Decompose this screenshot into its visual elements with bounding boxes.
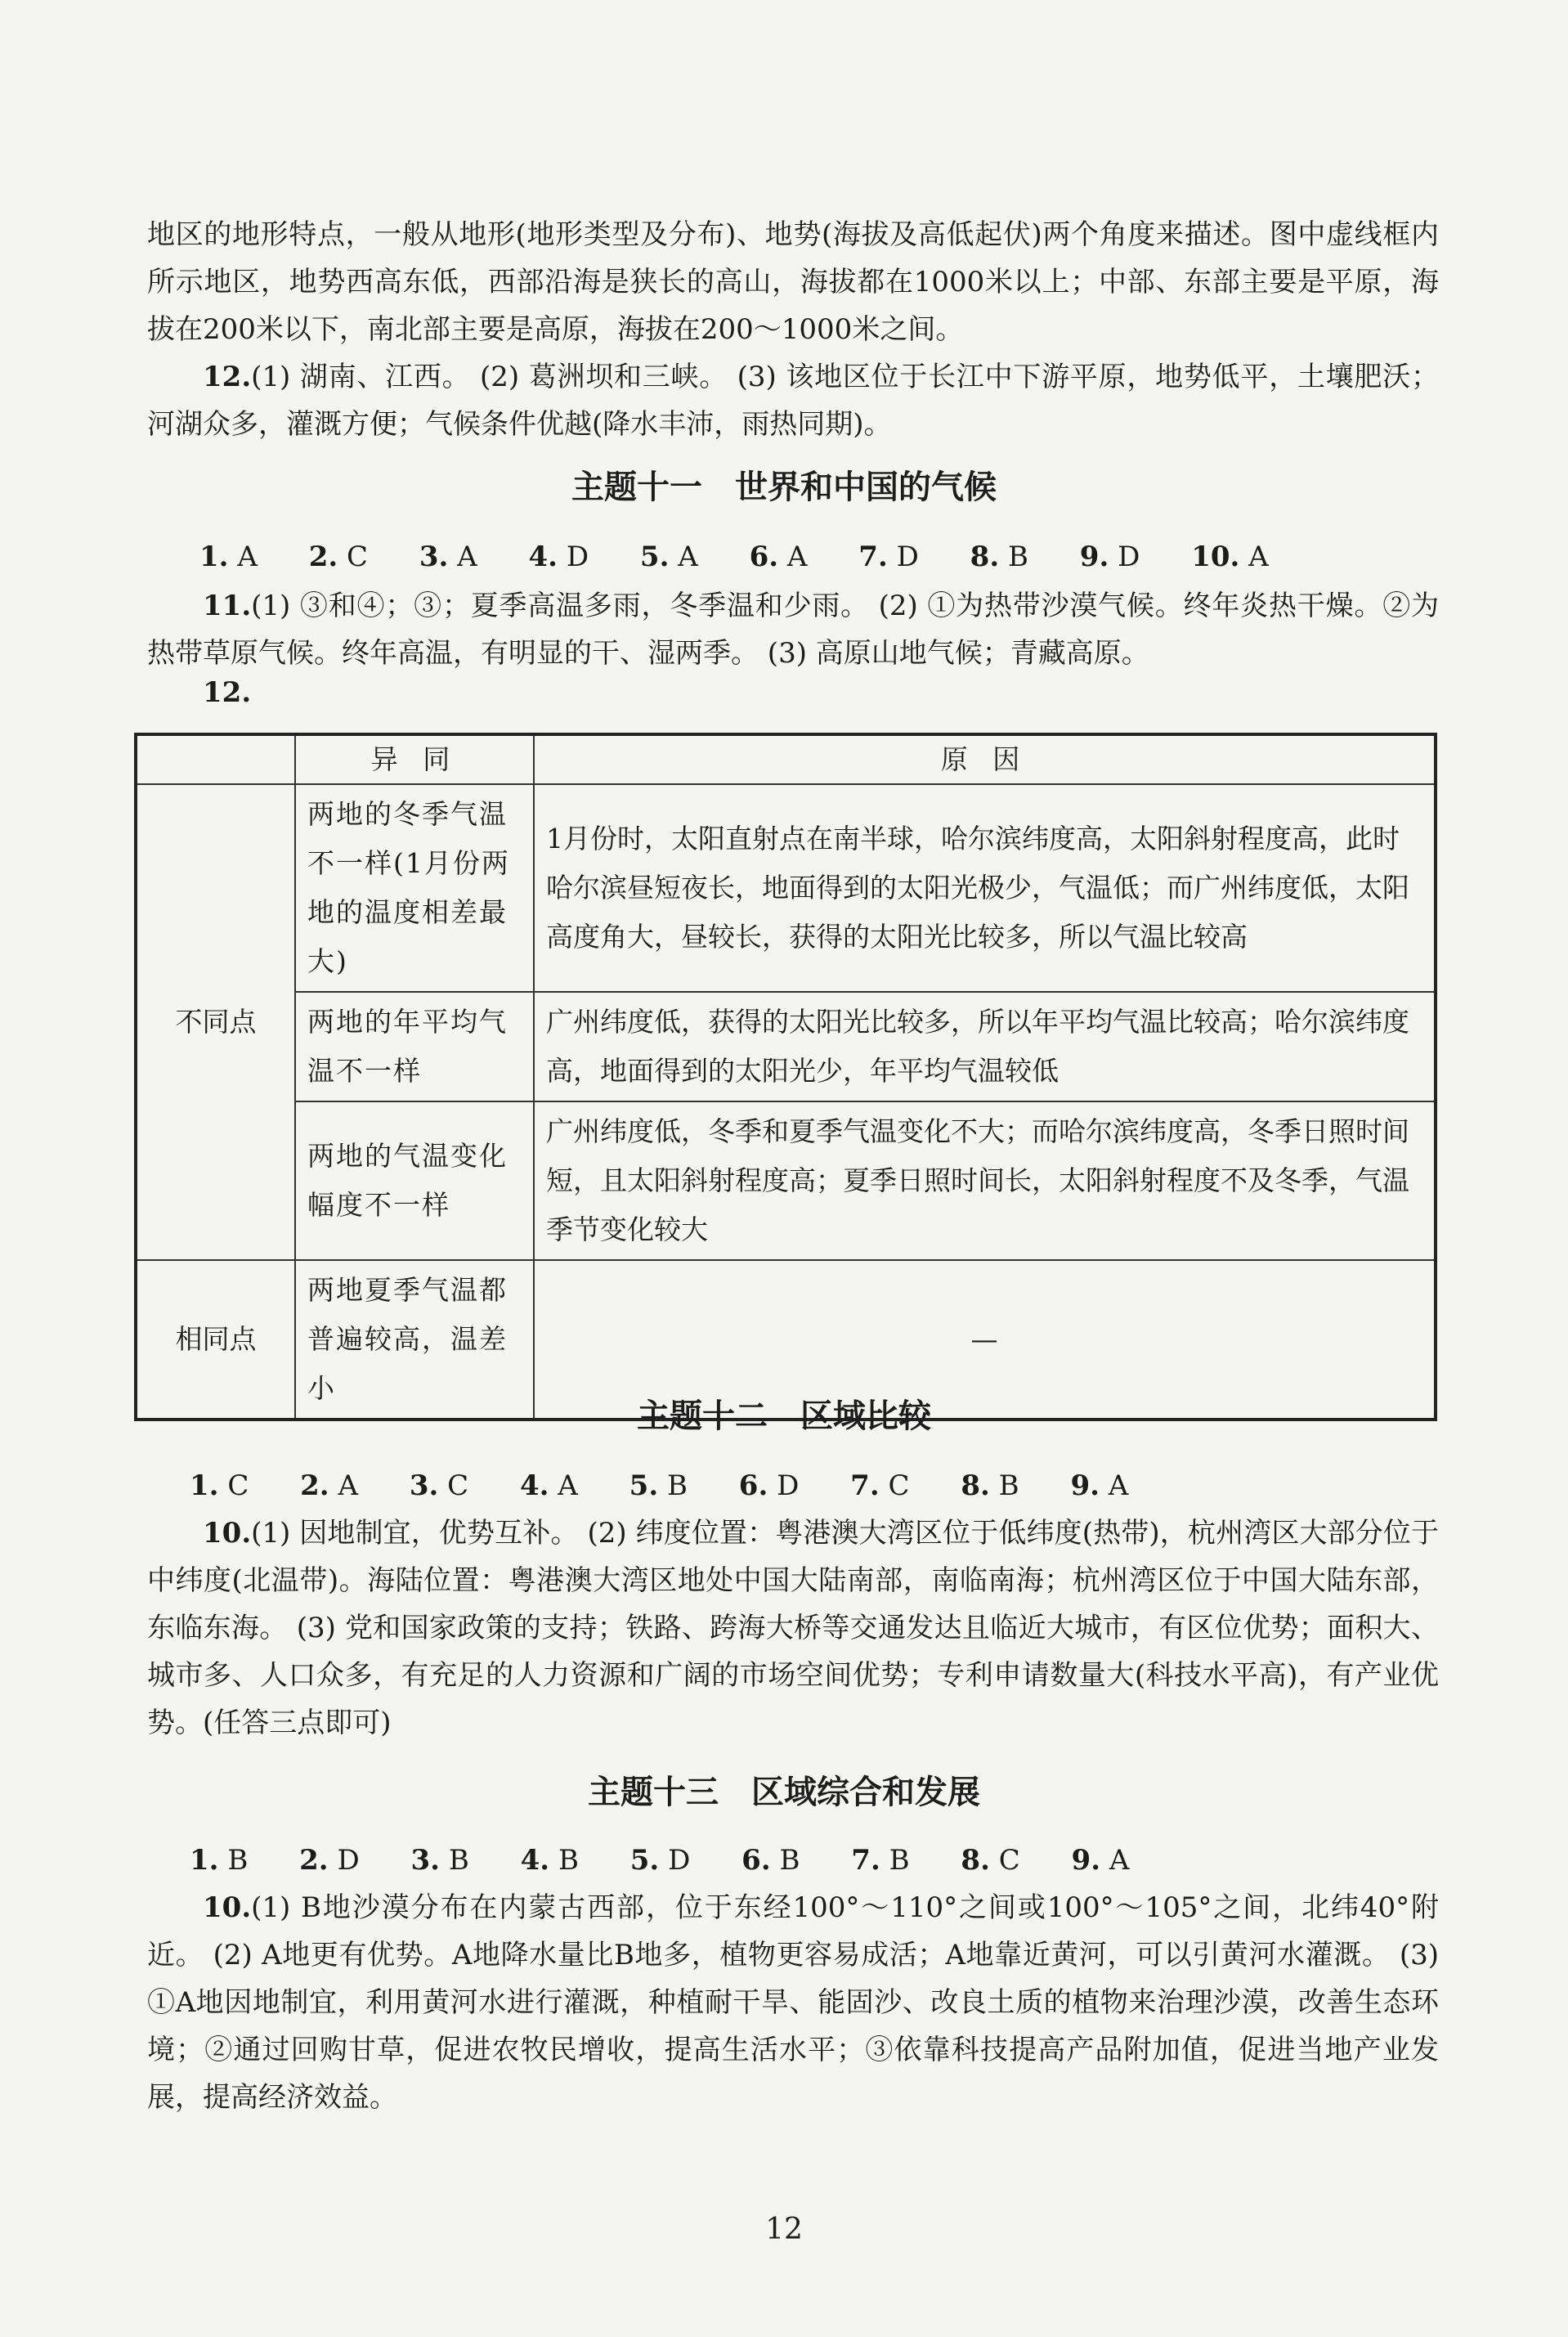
answer-item: 8. B [961,1469,1019,1502]
answer-item: 6. B [741,1844,800,1877]
answer-item: 5. A [639,541,698,573]
answer-item: 2. A [300,1469,359,1502]
answer-item: 6. A [749,541,808,573]
answer-item: 5. D [629,1844,691,1877]
row-reason: 1月份时，太阳直射点在南半球，哈尔滨纬度高，太阳斜射程度高，此时哈尔滨昼短夜长，地面得到的太阳光极少，气温低；而广州纬度低，太阳高度角大，昼较长，获得的太阳光比较多，所以气温比较高 [534,784,1436,992]
question-text: (1) 因地制宜，优势互补。 (2) 纬度位置：粤港澳大湾区位于低纬度(热带)，杭州湾区大部分位于中纬度(北温带)。海陆位置：粤港澳大湾区地处中国大陆南部，南临南海；杭州湾区位于中国大陆东部，东临东海。 (3) 党和国家政策的支持；铁路、跨海大桥等交通发达且临近大城市，有区位优势；面积大、城市多、人口众多，有充足的人力资源和广阔的市场空间优势；专利申请数量大(科技水平高)，有产业优势。(任答三点即可) [147,1517,1439,1739]
section-12-answers [190,1462,1171,1509]
answer-item: 7. B [851,1844,910,1877]
page-number: 12 [765,2213,803,2246]
answer-item: 9. D [1079,541,1140,573]
table-header-empty [136,734,295,784]
group-differences: 不同点 [136,784,295,1260]
table-row [136,1101,1436,1260]
row-item: 两地的年平均气温不一样 [295,992,534,1101]
comparison-table [134,733,1437,1421]
section-13-question-10 [147,1884,1439,2121]
answer-item: 6. D [738,1469,800,1502]
answer-item: 4. B [520,1844,579,1877]
table-header-row [136,734,1436,784]
answer-item: 3. A [419,541,477,573]
section-11-answers [199,533,1311,581]
answer-item: 7. D [858,541,919,573]
answer-item: 1. B [190,1844,249,1877]
section-11-question-11 [147,582,1439,677]
group-similarities: 相同点 [136,1260,295,1420]
question-number: 10. [203,1891,252,1924]
top-paragraph: 地区的地形特点，一般从地形(地形类型及分布)、地势(海拔及高低起伏)两个角度来描述。图中虚线框内所示地区，地势西高东低，西部沿海是狭长的高山，海拔都在1000米以上；中部、东部主要是平原，海拔在200米以下，南北部主要是高原，海拔在200～1000米之间。 [147,218,1439,346]
section-11-question-12 [147,669,1439,716]
question-text: (1) ③和④；③；夏季高温多雨，冬季温和少雨。 (2) ①为热带沙漠气候。终年炎热干燥。②为热带草原气候。终年高温，有明显的干、湿两季。 (3) 高原山地气候；青藏高原。 [147,590,1439,670]
answer-item: 8. C [961,1844,1020,1877]
prev-question-12-text: (1) 湖南、江西。 (2) 葛洲坝和三峡。 (3) 该地区位于长江中下游平原，地势低平，土壤肥沃；河湖众多，灌溉方便；气候条件优越(降水丰沛，雨热同期)。 [147,361,1439,441]
row-item: 两地的气温变化幅度不一样 [295,1101,534,1260]
section-12-title: 主题十二 区域比较 [637,1397,931,1435]
question-number: 11. [203,590,252,622]
section-12-question-10 [147,1509,1439,1747]
table-row [136,992,1436,1101]
answer-item: 4. D [528,541,589,573]
table-header-reason: 原 因 [534,734,1436,784]
prev-question-12-number: 12. [203,361,252,393]
answer-item: 7. C [850,1469,910,1502]
answer-item: 2. C [308,541,369,573]
table-header-similarity: 异 同 [295,734,534,784]
table-row [136,784,1436,992]
row-reason: 广州纬度低，获得的太阳光比较多，所以年平均气温比较高；哈尔滨纬度高，地面得到的太阳光少，年平均气温较低 [534,992,1436,1101]
section-13-answers [190,1837,1172,1884]
section-11-title: 主题十一 世界和中国的气候 [571,469,997,506]
answer-item: 5. B [629,1469,688,1502]
answer-item: 8. B [970,541,1028,573]
answer-item: 1. C [190,1469,249,1502]
answer-item: 10. A [1191,541,1269,573]
row-reason: 广州纬度低，冬季和夏季气温变化不大；而哈尔滨纬度高，冬季日照时间短，且太阳斜射程度高；夏季日照时间长，太阳斜射程度不及冬季，气温季节变化较大 [534,1101,1436,1260]
answer-item: 4. A [519,1469,578,1502]
question-text: (1) B地沙漠分布在内蒙古西部，位于东经100°～110°之间或100°～105°之间，北纬40°附近。 (2) A地更有优势。A地降水量比B地多，植物更容易成活；A地靠近黄河，可以引黄河水灌溉。 (3) ①A地因地制宜，利用黄河水进行灌溉，种植耐干旱、能固沙、改良土质的植物来治理沙漠，改善生态环境；②通过回购甘草，促进农牧民增收，提高生活水平；③依靠科技提高产品附加值，促进当地产业发展，提高经济效益。 [147,1891,1439,2114]
answer-item: 3. C [409,1469,469,1502]
row-reason: — [534,1260,1436,1420]
prev-question-12 [147,353,1439,448]
question-number: 10. [203,1517,252,1550]
answer-item: 3. B [410,1844,469,1877]
answer-item: 9. A [1070,1469,1129,1502]
row-item: 两地的冬季气温不一样(1月份两地的温度相差最大) [295,784,534,992]
answer-item: 1. A [199,541,258,573]
row-item: 两地夏季气温都普遍较高，温差小 [295,1260,534,1420]
question-number: 12. [203,676,252,709]
section-13-title: 主题十三 区域综合和发展 [588,1774,980,1811]
answer-item: 9. A [1071,1844,1130,1877]
answer-item: 2. D [299,1844,360,1877]
